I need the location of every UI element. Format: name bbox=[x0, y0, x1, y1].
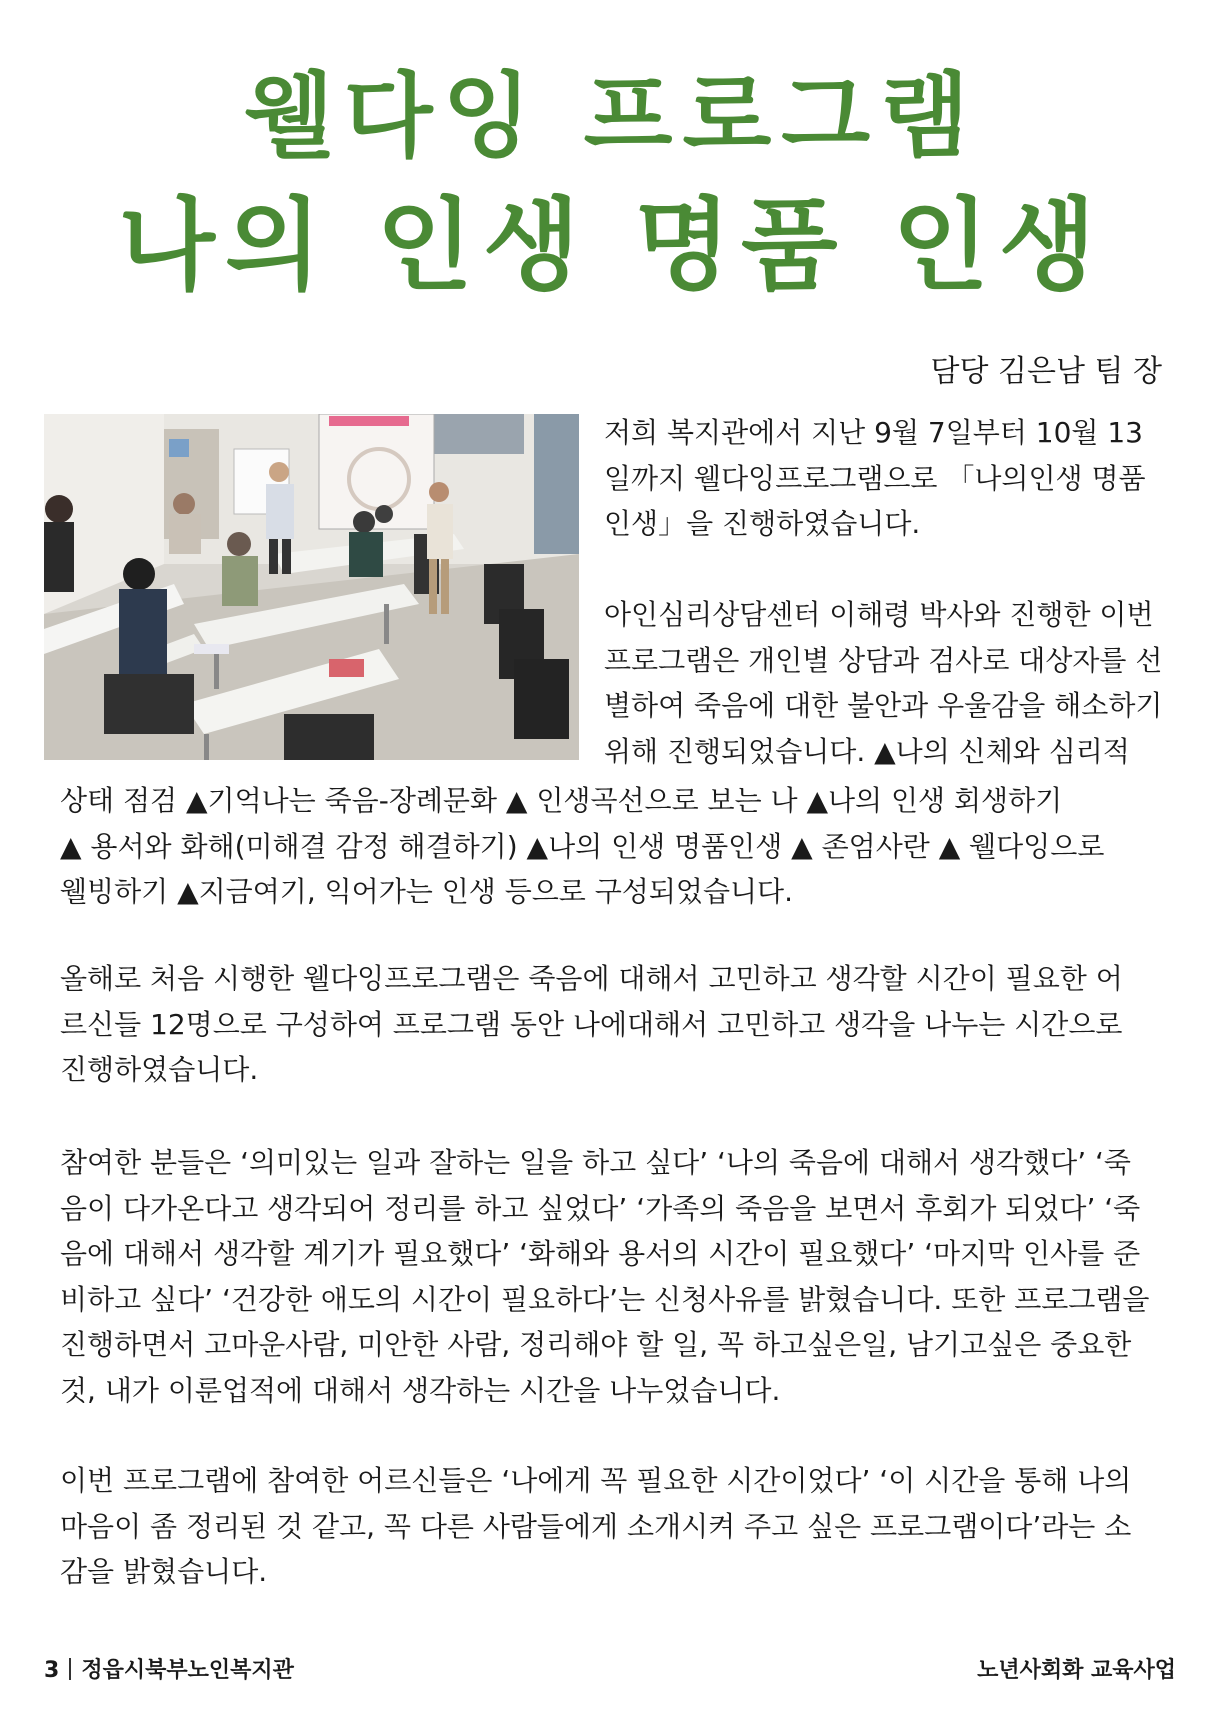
paragraph-3 bbox=[60, 956, 1180, 1093]
program-photo bbox=[44, 414, 579, 760]
text-line: 인생」을 진행하였습니다. bbox=[604, 507, 921, 540]
text-line: 르신들 12명으로 구성하여 프로그램 동안 나에대해서 고민하고 생각을 나누는 시간으로 bbox=[60, 1007, 1123, 1041]
text-line: 음에 대해서 생각할 계기가 필요했다’ ‘화해와 용서의 시간이 필요했다’ ‘마지막 인사를 준 bbox=[60, 1237, 1141, 1270]
page-number: 3 bbox=[44, 1658, 60, 1683]
footer-section: 노년사회화 교육사업 bbox=[977, 1658, 1176, 1683]
footer-left bbox=[44, 1656, 294, 1686]
text-line: 저희 복지관에서 지난 9월 7일부터 10월 13 bbox=[604, 416, 1143, 449]
footer-divider bbox=[69, 1658, 71, 1680]
text-line: 상태 점검 ▲기억나는 죽음-장례문화 ▲ 인생곡선으로 보는 나 ▲나의 인생 회생하기 bbox=[60, 784, 1063, 817]
text-line: ▲ 용서와 화해(미해결 감정 해결하기) ▲나의 인생 명품인생 ▲ 존엄사란 ▲ 웰다잉으로 bbox=[60, 829, 1105, 863]
paragraph-5 bbox=[60, 1458, 1180, 1595]
text-line: 마음이 좀 정리된 것 같고, 꼭 다른 사람들에게 소개시켜 주고 싶은 프로그램이다’라는 소 bbox=[60, 1509, 1132, 1543]
text-line: 진행하면서 고마운사람, 미안한 사람, 정리해야 할 일, 꼭 하고싶은일, 남기고싶은 중요한 bbox=[60, 1328, 1132, 1361]
text-line: 비하고 싶다’ ‘건강한 애도의 시간이 필요하다’는 신청사유를 밝혔습니다. 또한 프로그램을 bbox=[60, 1282, 1150, 1316]
text-line: 이번 프로그램에 참여한 어르신들은 ‘나에게 꼭 필요한 시간이었다’ ‘이 시간을 통해 나의 bbox=[60, 1464, 1132, 1497]
text-line: 별하여 죽음에 대한 불안과 우울감을 해소하기 bbox=[604, 689, 1163, 722]
text-line: 프로그램은 개인별 상담과 검사로 대상자를 선 bbox=[604, 643, 1163, 677]
text-line: 진행하였습니다. bbox=[60, 1053, 259, 1086]
paragraph-2-full bbox=[60, 778, 1180, 915]
text-line: 아인심리상담센터 이해령 박사와 진행한 이번 bbox=[604, 598, 1154, 631]
text-line: 참여한 분들은 ‘의미있는 일과 잘하는 일을 하고 싶다’ ‘나의 죽음에 대해서 생각했다’ ‘죽 bbox=[60, 1146, 1131, 1179]
paragraph-1 bbox=[604, 410, 1179, 547]
footer-organization: 정읍시북부노인복지관 bbox=[81, 1658, 294, 1683]
title-line-2: 나의 인생 명품 인생 bbox=[118, 187, 1106, 304]
text-line: 올해로 처음 시행한 웰다잉프로그램은 죽음에 대해서 고민하고 생각할 시간이 필요한 어 bbox=[60, 962, 1123, 995]
text-line: 음이 다가온다고 생각되어 정리를 하고 싶었다’ ‘가족의 죽음을 보면서 후회가 되었다’ ‘죽 bbox=[60, 1191, 1141, 1225]
text-line: 감을 밝혔습니다. bbox=[60, 1555, 268, 1588]
paragraph-2-wrapped bbox=[604, 592, 1179, 774]
text-line: 웰빙하기 ▲지금여기, 익어가는 인생 등으로 구성되었습니다. bbox=[60, 875, 793, 908]
paragraph-4 bbox=[60, 1140, 1180, 1413]
author-credit: 담당 김은남 팀 장 bbox=[930, 354, 1162, 389]
text-line: 것, 내가 이룬업적에 대해서 생각하는 시간을 나누었습니다. bbox=[60, 1373, 781, 1407]
title-line-1: 웰다잉 프로그램 bbox=[244, 63, 980, 170]
text-line: 위해 진행되었습니다. ▲나의 신체와 심리적 bbox=[604, 734, 1130, 768]
text-line: 일까지 웰다잉프로그램으로 「나의인생 명품 bbox=[604, 461, 1146, 495]
